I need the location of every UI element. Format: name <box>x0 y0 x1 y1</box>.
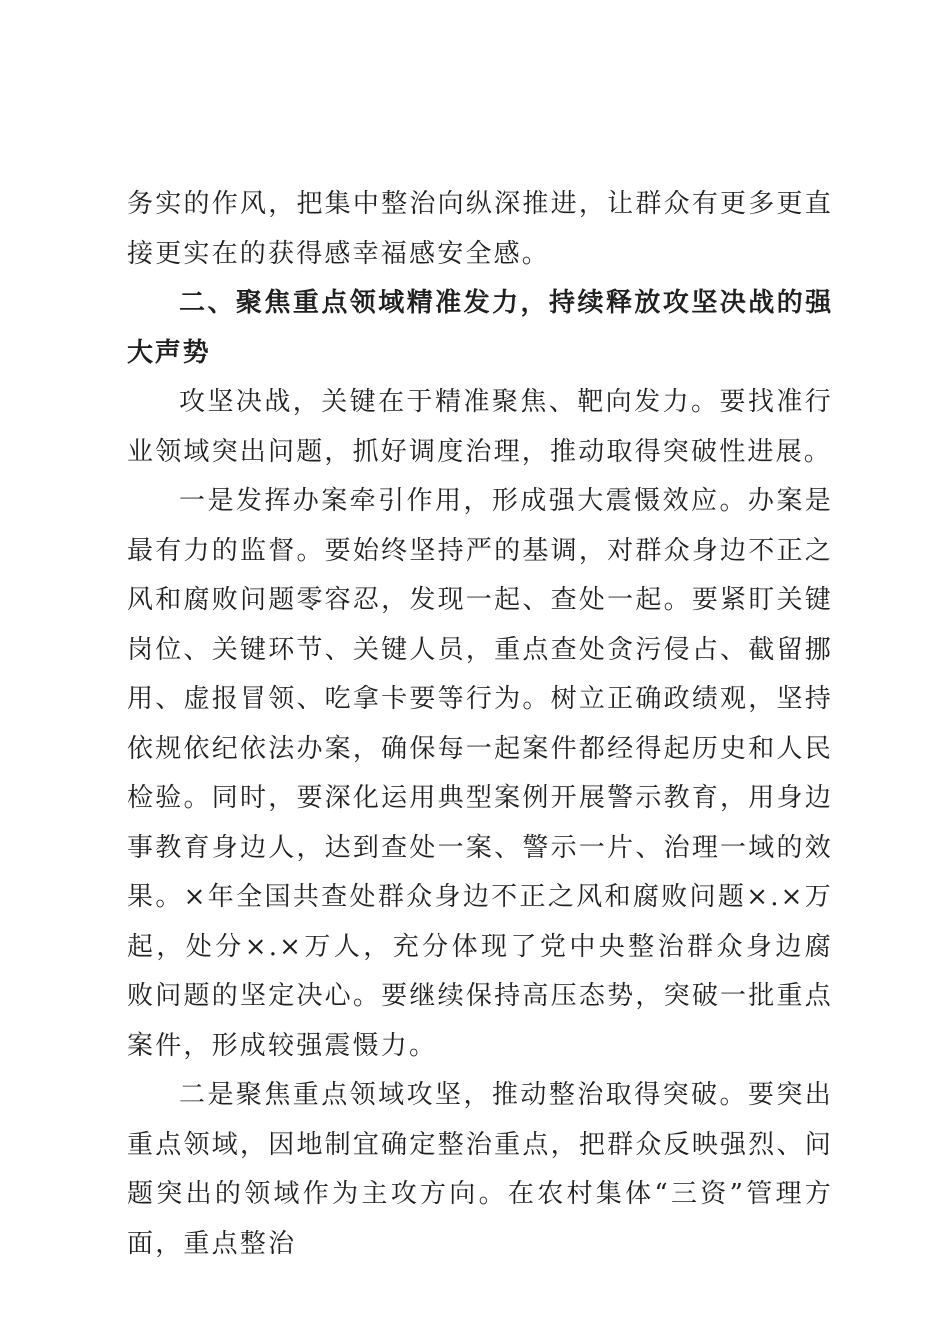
document-body <box>127 180 833 1269</box>
section-heading: 二、聚焦重点领域精准发力，持续释放攻坚决战的强大声势 <box>127 288 833 368</box>
paragraph-intro: 攻坚决战，关键在于精准聚焦、靶向发力。要找准行业领域突出问题，抓好调度治理，推动取得突破性进展。 <box>127 387 833 467</box>
paragraph-continuation: 务实的作风，把集中整治向纵深推进，让群众有更多更直接更实在的获得感幸福感安全感。 <box>127 189 833 269</box>
paragraph-case-handling: 一是发挥办案牵引作用，形成强大震慑效应。办案是最有力的监督。要始终坚持严的基调，对群众身边不正之风和腐败问题零容忍，发现一起、查处一起。要紧盯关键岗位、关键环节、关键人员，重点查处贪污侵占、截留挪用、虚报冒领、吃拿卡要等行为。树立正确政绩观，坚持依规依纪依法办案，确保每一起案件都经得起历史和人民检验。同时，要深化运用典型案例开展警示教育，用身边事教育身边人，达到查处一案、警示一片、治理一域的效果。×年全国共查处群众身边不正之风和腐败问题×.×万起，处分×.×万人，充分体现了党中央整治群众身边腐败问题的坚定决心。要继续保持高压态势，突破一批重点案件，形成较强震慑力。 <box>127 486 833 1061</box>
paragraph-key-areas: 二是聚焦重点领域攻坚，推动整治取得突破。要突出重点领域，因地制宜确定整治重点，把群众反映强烈、问题突出的领域作为主攻方向。在农村集体“三资”管理方面，重点整治 <box>127 1080 833 1259</box>
